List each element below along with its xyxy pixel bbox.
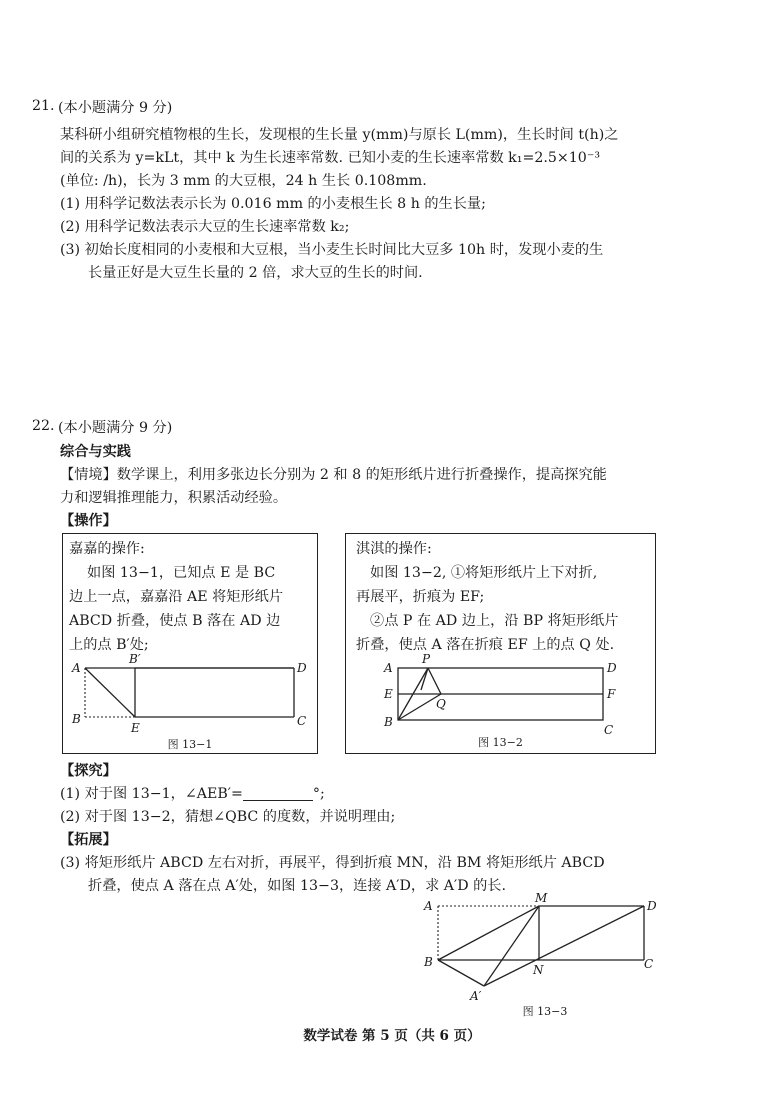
- q22-explore-1-blank[interactable]: [243, 785, 313, 801]
- page-footer: 数学试卷 第 5 页（共 6 页）: [303, 1028, 481, 1044]
- q22-score: (本小题满分 9 分): [58, 420, 173, 436]
- q21-stem-line-1: 某科研小组研究植物根的生长，发现根的生长量 y(mm)与原长 L(mm)，生长时间 t(h)之: [60, 127, 619, 143]
- q21-part-3-cont: 长量正好是大豆生长量的 2 倍，求大豆的生长的时间.: [88, 265, 423, 281]
- fig3-caption: 图 13−3: [522, 1005, 568, 1018]
- right-box-title: 淇淇的操作:: [356, 541, 432, 557]
- q22-extend-header: 【拓展】: [60, 832, 117, 848]
- fig2-label-Q: Q: [436, 697, 446, 711]
- q22-context-line-2: 力和逻辑推理能力，积累活动经验。: [60, 490, 288, 506]
- q22-extend-line-2: 折叠，使点 A 落在点 A′处，如图 13−3，连接 A′D，求 A′D 的长.: [88, 878, 507, 894]
- fig2-segment-BQ: [398, 694, 441, 720]
- q21-part-3: (3) 初始长度相同的小麦根和大豆根，当小麦生长时间比大豆多 10h 时，发现小麦的生: [60, 242, 604, 258]
- fig1-caption: 图 13−1: [167, 738, 213, 751]
- fig3-segment-BAp: [438, 960, 484, 986]
- fig2-label-F: F: [607, 687, 616, 701]
- fig1-label-E: E: [131, 721, 140, 735]
- fig3-label-N: N: [533, 963, 544, 977]
- left-box-line-1: 如图 13−1，已知点 E 是 BC: [87, 565, 276, 581]
- fig3-segment-ApD: [484, 906, 644, 986]
- q22-explore-1-unit: °;: [312, 786, 325, 802]
- left-operation-box: [62, 533, 318, 754]
- fig2-label-A: A: [384, 661, 393, 675]
- q22-operation-header: 【操作】: [60, 513, 117, 529]
- figure-13-3: [418, 892, 668, 1017]
- q22-explore-2: (2) 对于图 13−2，猜想∠QBC 的度数，并说明理由;: [60, 809, 396, 825]
- fig3-fold-BM: [438, 906, 539, 960]
- q21-stem-line-2: 间的关系为 y=kLt，其中 k 为生长速率常数. 已知小麦的生长速率常数 k₁=2.5×10⁻³: [60, 150, 601, 166]
- left-box-line-2: 边上一点，嘉嘉沿 AE 将矩形纸片: [69, 589, 284, 605]
- q22-context-line-1: 【情境】数学课上，利用多张边长分别为 2 和 8 的矩形纸片进行折叠操作，提高探究能: [60, 467, 607, 483]
- fig2-label-C: C: [604, 723, 614, 737]
- fig3-label-Ap: A′: [470, 989, 482, 1003]
- fig1-label-A: A: [72, 661, 81, 675]
- right-box-line-3: ②点 P 在 AD 边上，沿 BP 将矩形纸片: [370, 613, 619, 629]
- q22-section-title: 综合与实践: [60, 444, 131, 460]
- right-box-line-2: 再展平，折痕为 EF;: [356, 589, 485, 605]
- fig2-label-P: P: [422, 652, 431, 666]
- q22-explore-1: [60, 784, 325, 804]
- fig2-label-B: B: [384, 715, 393, 729]
- fig1-label-B: B: [72, 712, 81, 726]
- fig3-label-M: M: [535, 892, 548, 905]
- fig1-label-C: C: [297, 714, 307, 728]
- fig3-label-A: A: [424, 899, 433, 913]
- fig3-label-B: B: [424, 955, 433, 969]
- right-box-line-4: 折叠，使点 A 落在折痕 EF 上的点 Q 处.: [356, 637, 615, 653]
- q22-explore-header: 【探究】: [60, 763, 117, 779]
- q22-number: 22.: [32, 418, 55, 434]
- left-box-title: 嘉嘉的操作:: [69, 541, 145, 557]
- q21-stem-line-3: (单位: /h)，长为 3 mm 的大豆根，24 h 生长 0.108mm.: [60, 173, 427, 189]
- fig2-segment-PQ: [428, 668, 441, 694]
- fig3-label-D: D: [647, 899, 657, 913]
- fig1-label-Bp: B′: [129, 652, 141, 666]
- q21-part-1: (1) 用科学记数法表示长为 0.016 mm 的小麦根生长 8 h 的生长量;: [60, 196, 486, 212]
- left-box-line-3: ABCD 折叠，使点 B 落在 AD 边: [69, 613, 281, 629]
- q21-number: 21.: [32, 98, 55, 114]
- fig2-caption: 图 13−2: [478, 736, 523, 749]
- q21-score: (本小题满分 9 分): [58, 100, 173, 116]
- q21-part-2: (2) 用科学记数法表示大豆的生长速率常数 k₂;: [60, 219, 350, 235]
- q22-explore-1-text: (1) 对于图 13−1，∠AEB′=: [60, 786, 243, 802]
- fig1-fold-AE: [85, 668, 135, 717]
- q22-extend-line-1: (3) 将矩形纸片 ABCD 左右对折，再展平，得到折痕 MN，沿 BM 将矩形纸片 ABCD: [60, 855, 605, 871]
- fig1-label-D: D: [297, 661, 307, 675]
- fig2-label-E: E: [384, 687, 393, 701]
- right-box-line-1: 如图 13−2, ①将矩形纸片上下对折,: [370, 565, 598, 581]
- fig3-segment-ApM: [484, 906, 539, 986]
- left-box-line-4: 上的点 B′处;: [69, 637, 149, 653]
- right-operation-box: [345, 533, 656, 754]
- fig2-label-D: D: [607, 661, 617, 675]
- fig3-label-C: C: [644, 957, 654, 971]
